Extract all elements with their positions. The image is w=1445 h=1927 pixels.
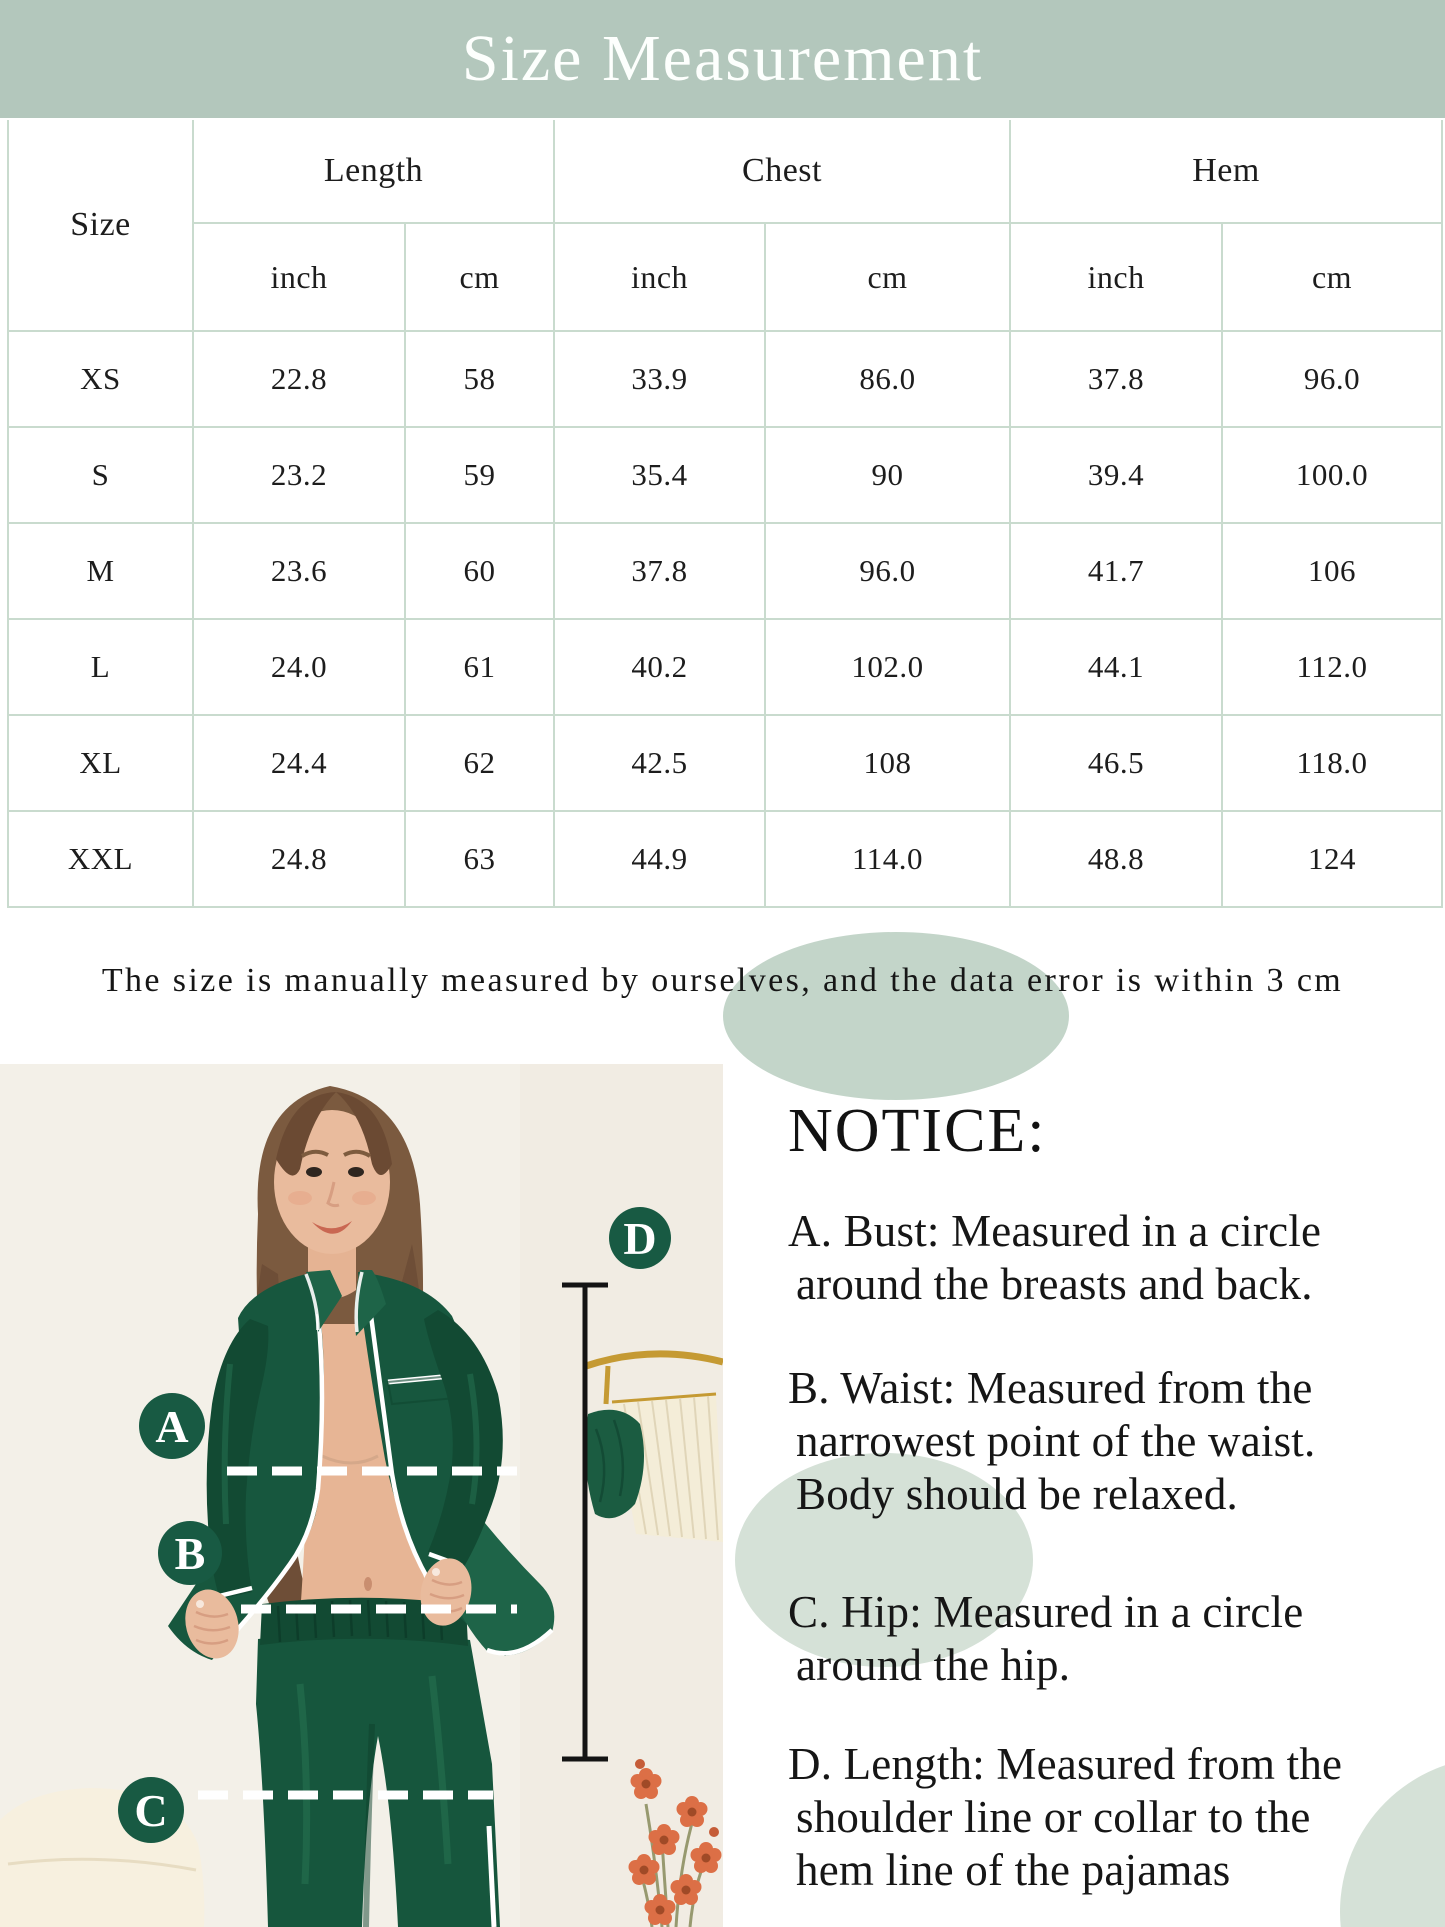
- decor-ellipse-top: [723, 932, 1069, 1100]
- table-cell: 124: [1222, 811, 1442, 907]
- table-units-row: [8, 223, 1442, 331]
- notice-line: around the hip.: [796, 1640, 1071, 1690]
- table-cell: 48.8: [1010, 811, 1222, 907]
- table-cell: 108: [765, 715, 1010, 811]
- notice-line: narrowest point of the waist.: [796, 1416, 1316, 1466]
- unit-label-inch: inch: [1010, 223, 1222, 331]
- unit-label-cm: cm: [765, 223, 1010, 331]
- marker-label-b: B: [174, 1528, 206, 1579]
- table-cell: 61: [405, 619, 554, 715]
- table-cell: 23.6: [193, 523, 405, 619]
- size-table: [7, 120, 1443, 908]
- eye: [306, 1167, 322, 1177]
- table-cell: 63: [405, 811, 554, 907]
- size-cell: XXL: [8, 811, 193, 907]
- model-photo: [0, 1064, 723, 1927]
- unit-label-cm: cm: [1222, 223, 1442, 331]
- table-row-s: [8, 427, 1442, 523]
- table-cell: 62: [405, 715, 554, 811]
- notice-line: B. Waist: Measured from the: [788, 1363, 1313, 1413]
- table-row-m: [8, 523, 1442, 619]
- table-cell: 33.9: [554, 331, 765, 427]
- notice-heading: NOTICE:: [788, 1097, 1047, 1165]
- notice-line: shoulder line or collar to the: [796, 1792, 1311, 1842]
- table-cell: 118.0: [1222, 715, 1442, 811]
- table-cell: 90: [765, 427, 1010, 523]
- table-header-row: [8, 120, 1442, 223]
- decor-circle-bottom-right: [1340, 1757, 1445, 1927]
- col-header-size: Size: [8, 120, 193, 331]
- table-cell: 60: [405, 523, 554, 619]
- table-cell: 44.1: [1010, 619, 1222, 715]
- size-cell: XL: [8, 715, 193, 811]
- notice-item-waist: [788, 1362, 1315, 1521]
- table-cell: 24.8: [193, 811, 405, 907]
- size-cell: XS: [8, 331, 193, 427]
- notice-line: around the breasts and back.: [796, 1259, 1313, 1309]
- marker-badge-d: [609, 1207, 671, 1269]
- table-row-xxl: [8, 811, 1442, 907]
- header-banner: [0, 0, 1445, 118]
- size-cell: S: [8, 427, 193, 523]
- table-cell: 102.0: [765, 619, 1010, 715]
- col-header-hem: Hem: [1010, 120, 1442, 223]
- green-cloth: [585, 1410, 644, 1518]
- table-cell: 44.9: [554, 811, 765, 907]
- unit-label-inch: inch: [193, 223, 405, 331]
- notice-line: hem line of the pajamas: [796, 1845, 1231, 1895]
- table-cell: 41.7: [1010, 523, 1222, 619]
- notice-line: D. Length: Measured from the: [788, 1739, 1343, 1789]
- table-cell: 24.4: [193, 715, 405, 811]
- unit-label-inch: inch: [554, 223, 765, 331]
- table-cell: 39.4: [1010, 427, 1222, 523]
- notice-line: Body should be relaxed.: [796, 1469, 1239, 1519]
- notice-item-bust: [788, 1205, 1321, 1311]
- table-cell: 46.5: [1010, 715, 1222, 811]
- table-row-l: [8, 619, 1442, 715]
- marker-label-c: C: [134, 1785, 168, 1836]
- table-cell: 96.0: [765, 523, 1010, 619]
- table-cell: 114.0: [765, 811, 1010, 907]
- table-cell: 58: [405, 331, 554, 427]
- table-cell: 37.8: [554, 523, 765, 619]
- table-cell: 42.5: [554, 715, 765, 811]
- measurement-note: The size is manually measured by ourselves, and the data error is within 3 cm: [101, 962, 1344, 999]
- table-cell: 86.0: [765, 331, 1010, 427]
- marker-badge-b: [158, 1521, 222, 1585]
- table-cell: 23.2: [193, 427, 405, 523]
- table-cell: 37.8: [1010, 331, 1222, 427]
- size-cell: L: [8, 619, 193, 715]
- col-header-length: Length: [193, 120, 554, 223]
- eye: [348, 1167, 364, 1177]
- marker-badge-a: [139, 1393, 205, 1459]
- table-row-xs: [8, 331, 1442, 427]
- table-cell: 112.0: [1222, 619, 1442, 715]
- table-cell: 59: [405, 427, 554, 523]
- col-header-chest: Chest: [554, 120, 1010, 223]
- notice-line: C. Hip: Measured in a circle: [788, 1587, 1304, 1637]
- unit-label-cm: cm: [405, 223, 554, 331]
- marker-label-d: D: [623, 1213, 657, 1264]
- table-cell: 22.8: [193, 331, 405, 427]
- notice-item-length: [788, 1738, 1342, 1897]
- table-cell: 106: [1222, 523, 1442, 619]
- table-cell: 40.2: [554, 619, 765, 715]
- size-cell: M: [8, 523, 193, 619]
- table-cell: 100.0: [1222, 427, 1442, 523]
- notice-item-hip: [788, 1586, 1303, 1692]
- table-cell: 35.4: [554, 427, 765, 523]
- notice-line: A. Bust: Measured in a circle: [788, 1206, 1322, 1256]
- page-title: Size Measurement: [461, 22, 984, 95]
- table-cell: 96.0: [1222, 331, 1442, 427]
- marker-badge-c: [118, 1777, 184, 1843]
- table-row-xl: [8, 715, 1442, 811]
- marker-label-a: A: [155, 1401, 189, 1452]
- table-cell: 24.0: [193, 619, 405, 715]
